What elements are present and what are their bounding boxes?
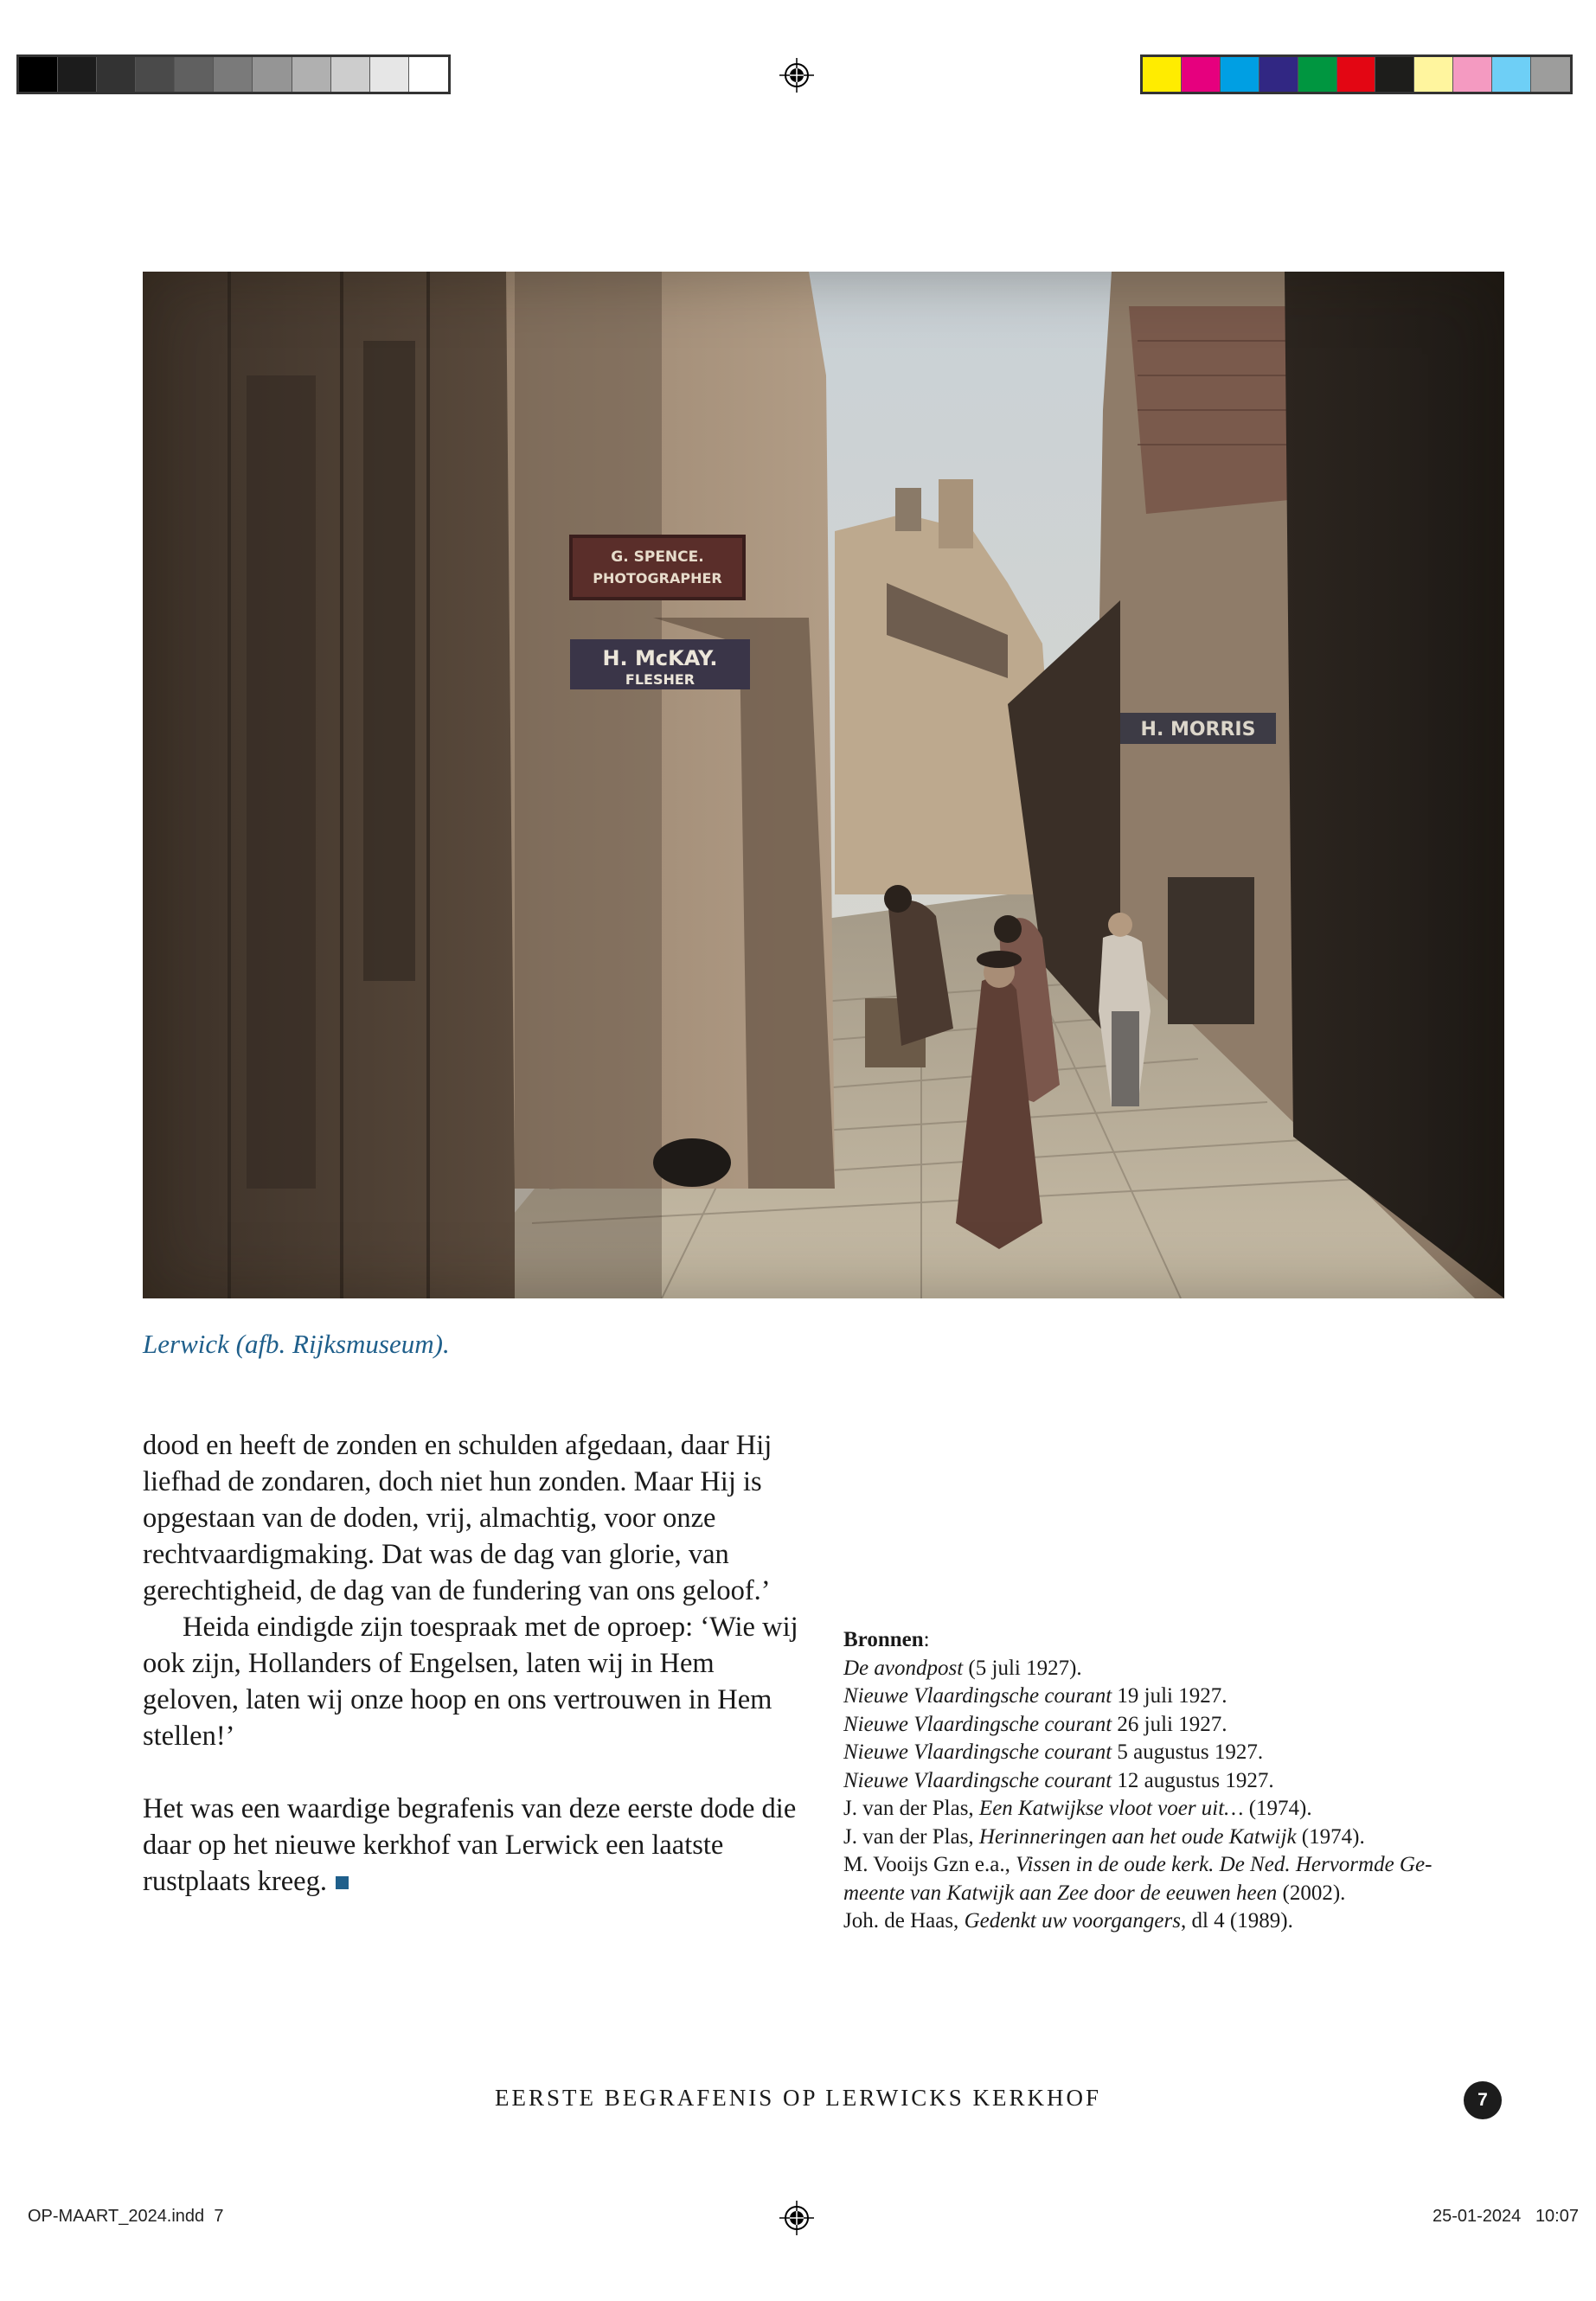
color-swatch: [409, 57, 448, 92]
source-item: [843, 1739, 1492, 1767]
source-title: Vissen in de oude kerk. De Ned. Hervormde Ge-: [1016, 1853, 1433, 1876]
color-swatch: [253, 57, 292, 92]
color-swatch: [1337, 57, 1376, 92]
slug-file-info: [28, 2207, 223, 2227]
source-title: Gedenkt uw voorgangers: [964, 1909, 1181, 1932]
source-details: (1974).: [1243, 1797, 1312, 1820]
color-swatch: [1143, 57, 1182, 92]
color-swatch: [1259, 57, 1298, 92]
source-details: (2002).: [1277, 1881, 1346, 1905]
article-body: [143, 1427, 809, 1900]
sign-mckay: H. McKAY.: [602, 646, 718, 670]
registration-mark-icon: [779, 2201, 814, 2235]
color-swatch: [214, 57, 253, 92]
sign-morris: H. MORRIS: [1140, 719, 1256, 740]
registration-mark-icon: [779, 58, 814, 93]
source-title: Nieuwe Vlaardingsche courant: [843, 1768, 1112, 1792]
source-item: [843, 1907, 1492, 1936]
source-title: Nieuwe Vlaardingsche courant: [843, 1684, 1112, 1708]
slug-page-number: 7: [214, 2207, 224, 2226]
color-swatch: [136, 57, 175, 92]
source-author: J. van der Plas,: [843, 1797, 979, 1820]
sources-list: Bronnen: De avondpost (5 juli 1927). Nieuwe Vlaardingsche courant 19 juli 1927. Nieuwe Vlaardingsche courant 26 juli 1927. Nieuwe Vlaardingsche courant 5 augustus 1927. Nieuwe Vlaardingsche courant 12 augustus 1927. J. van der Plas, Een Katwijkse vloot voer uit… (1974). J. van der Plas, Herinneringen aan het oude Katwijk (1974). M. Vooijs Gzn e.a., Vissen in de oude kerk. De Ned. Hervormde Ge- meente van Katwijk aan Zee door de eeuwen heen (2002). Joh. de Haas, Gedenkt uw voorgangers, dl 4 (1989).: [843, 1626, 1492, 1936]
color-swatch: [1221, 57, 1259, 92]
source-title: meente van Katwijk aan Zee door de eeuwen heen: [843, 1881, 1278, 1905]
color-swatch: [292, 57, 331, 92]
source-author: M. Vooijs Gzn e.a.,: [843, 1853, 1016, 1876]
source-details: , dl 4 (1989).: [1180, 1909, 1293, 1932]
source-details: (5 juli 1927).: [963, 1656, 1082, 1680]
color-swatch: [1375, 57, 1414, 92]
source-details: 12 augustus 1927.: [1112, 1768, 1274, 1792]
running-footer-title: EERSTE BEGRAFENIS OP LERWICKS KERKHOF: [494, 2085, 1102, 2111]
source-item: [843, 1767, 1492, 1796]
source-author: Joh. de Haas,: [843, 1909, 965, 1932]
source-title: De avondpost: [843, 1656, 964, 1680]
color-swatch: [19, 57, 58, 92]
slug-file-name: OP-MAART_2024.indd: [28, 2207, 205, 2226]
color-swatch: [175, 57, 214, 92]
source-details: 5 augustus 1927.: [1112, 1740, 1264, 1764]
source-item: [843, 1880, 1492, 1908]
color-swatch: [58, 57, 97, 92]
color-swatch: [1414, 57, 1453, 92]
slug-time: 10:07: [1535, 2207, 1579, 2226]
source-item: [843, 1795, 1492, 1823]
color-swatch: [1182, 57, 1221, 92]
process-color-bar: [1140, 54, 1573, 94]
color-swatch: [1492, 57, 1531, 92]
color-swatch: [97, 57, 136, 92]
source-item: [843, 1682, 1492, 1711]
color-swatch: [370, 57, 409, 92]
color-swatch: [1298, 57, 1337, 92]
sources-heading: Bronnen: [843, 1628, 924, 1651]
source-details: 19 juli 1927.: [1112, 1684, 1227, 1708]
source-title: Een Katwijkse vloot voer uit…: [978, 1797, 1244, 1820]
end-of-article-icon: [336, 1876, 349, 1889]
source-title: Nieuwe Vlaardingsche courant: [843, 1712, 1112, 1736]
source-item: [843, 1655, 1492, 1683]
source-item: [843, 1851, 1492, 1880]
grayscale-color-bar: [16, 54, 451, 94]
source-title: Nieuwe Vlaardingsche courant: [843, 1740, 1112, 1764]
page-number-badge: 7: [1464, 2081, 1502, 2119]
color-swatch: [331, 57, 370, 92]
source-item: [843, 1823, 1492, 1852]
source-details: 26 juli 1927.: [1112, 1712, 1227, 1736]
color-swatch: [1531, 57, 1570, 92]
sign-flesher: FLESHER: [625, 671, 695, 688]
article-paragraph-closing: [143, 1791, 809, 1900]
slug-timestamp: [1433, 2207, 1579, 2227]
article-paragraph: Heida eindigde zijn toespraak met de oproep: ‘Wie wij ook zijn, Hollanders of Engelsen, laten wij in Hem geloven, laten wij onze hoop en ons vertrouwen in Hem stellen!’: [143, 1612, 798, 1752]
photo-caption: Lerwick (afb. Rijksmuseum).: [143, 1329, 450, 1359]
closing-text: Het was een waardige begrafenis van deze eerste dode die daar op het nieuwe kerkhof van Lerwick een laatste rustplaats kreeg.: [143, 1793, 797, 1897]
source-title: Herinneringen aan het oude Katwijk: [978, 1824, 1297, 1849]
source-author: J. van der Plas,: [843, 1824, 979, 1849]
color-swatch: [1453, 57, 1492, 92]
sign-photographer: PHOTOGRAPHER: [593, 570, 722, 586]
source-item: [843, 1711, 1492, 1740]
lerwick-street-photo: [143, 272, 1504, 1298]
article-paragraph: dood en heeft de zonden en schulden afgedaan, daar Hij liefhad de zondaren, doch niet hun zonden. Maar Hij is opgestaan van de doden, vrij, almachtig, voor onze rechtvaardigmaking. Dat was de dag van glorie, van gerechtigheid, de dag van de fundering van ons geloof.’: [143, 1430, 772, 1606]
source-details: (1974).: [1296, 1824, 1365, 1849]
sign-spence: G. SPENCE.: [611, 548, 704, 566]
slug-date: 25-01-2024: [1432, 2207, 1522, 2226]
